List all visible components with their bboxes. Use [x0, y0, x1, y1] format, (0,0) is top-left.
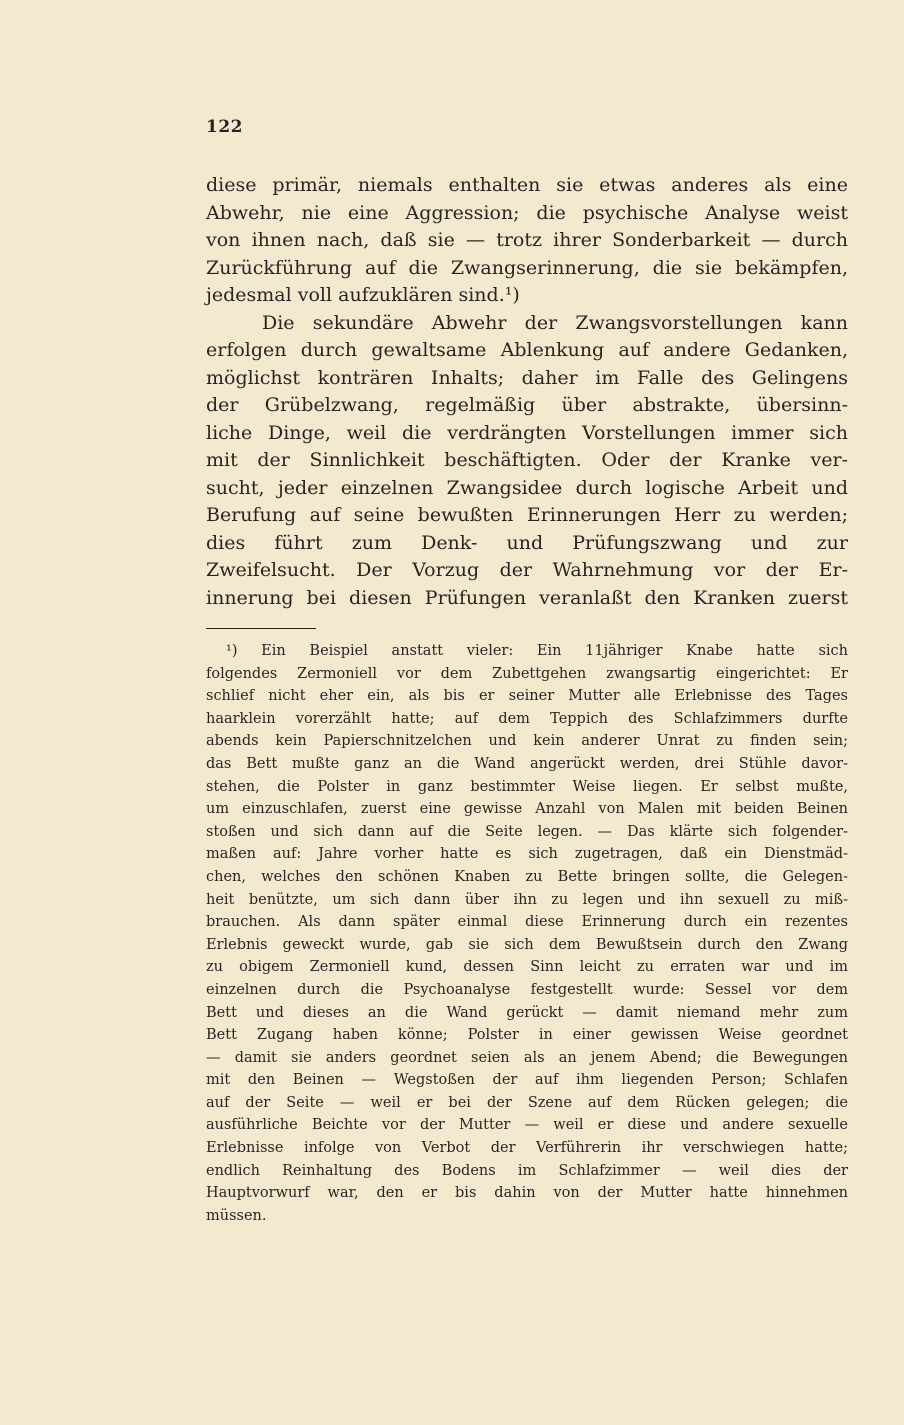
footnote-line: stehen, die Polster in ganz bestimmter Weise liegen. Er selbst mußte,: [206, 778, 848, 795]
text-line: sucht, jeder einzelnen Zwangsidee durch logische Arbeit und: [206, 476, 848, 499]
footnote-line: auf der Seite — weil er bei der Szene auf dem Rücken gelegen; die: [206, 1094, 848, 1111]
text-line: jedesmal voll aufzuklären sind.¹): [206, 284, 520, 306]
footnote-line: brauchen. Als dann später einmal diese Erinnerung durch ein rezentes: [206, 914, 848, 931]
text-line: der Grübelzwang, regelmäßig über abstrakte, übersinn-: [206, 394, 848, 416]
text-line: von ihnen nach, daß sie — trotz ihrer Sonderbarkeit — durch: [206, 229, 848, 251]
footnote-line: maßen auf: Jahre vorher hatte es sich zugetragen, daß ein Dienstmäd-: [206, 846, 848, 863]
footnote-line: um einzuschlafen, zuerst eine gewisse Anzahl von Malen mit beiden Beinen: [206, 801, 848, 818]
text-line: liche Dinge, weil die verdrängten Vorstellungen immer sich: [206, 421, 848, 444]
footnote-line: haarklein vorerzählt hatte; auf dem Teppich des Schlafzimmers durfte: [206, 710, 848, 727]
footnote-line: schlief nicht eher ein, als bis er seiner Mutter alle Erlebnisse des Tages: [206, 688, 848, 705]
text-line: Zweifelsucht. Der Vorzug der Wahrnehmung vor der Er-: [206, 559, 848, 581]
footnote-line: Erlebnisse infolge von Verbot der Verführerin ihr verschwiegen hatte;: [206, 1140, 848, 1157]
footnote-line: heit benützte, um sich dann über ihn zu legen und ihn sexuell zu miß-: [206, 891, 848, 908]
text-line: mit der Sinnlichkeit beschäftigten. Oder der Kranke ver-: [206, 449, 848, 471]
text-line: dies führt zum Denk- und Prüfungszwang und zur: [206, 531, 848, 554]
footnote-line: — damit sie anders geordnet seien als an jenem Abend; die Bewegungen: [206, 1049, 848, 1066]
text-line: Zurückführung auf die Zwangserinnerung, die sie bekämpfen,: [206, 256, 848, 279]
main-text-block: [206, 172, 848, 612]
footnote-line: chen, welches den schönen Knaben zu Bette bringen sollte, die Gelegen-: [206, 868, 848, 885]
text-line: erfolgen durch gewaltsame Ablenkung auf andere Gedanken,: [206, 339, 848, 361]
footnote-separator: [206, 628, 316, 629]
footnote-line: ausführliche Beichte vor der Mutter — weil er diese und andere sexuelle: [206, 1117, 848, 1134]
footnote-line: zu obigem Zermoniell kund, dessen Sinn leicht zu erraten war und im: [206, 959, 848, 976]
footnote-line: folgendes Zermoniell vor dem Zubettgehen zwangsartig eingerichtet: Er: [206, 665, 848, 682]
text-line: möglichst konträren Inhalts; daher im Falle des Gelingens: [206, 366, 848, 389]
footnote-line: endlich Reinhaltung des Bodens im Schlafzimmer — weil dies der: [206, 1162, 848, 1179]
footnote-line: Hauptvorwurf war, den er bis dahin von der Mutter hatte hinnehmen: [206, 1185, 848, 1202]
text-line: diese primär, niemals enthalten sie etwas anderes als eine: [206, 174, 848, 196]
footnote-line: stoßen und sich dann auf die Seite legen. — Das klärte sich folgender-: [206, 823, 848, 840]
footnote-line: das Bett mußte ganz an die Wand angerückt werden, drei Stühle davor-: [206, 755, 848, 772]
footnote-line: ¹) Ein Beispiel anstatt vieler: Ein 11jähriger Knabe hatte sich: [226, 643, 848, 659]
text-line: Die sekundäre Abwehr der Zwangsvorstellungen kann: [262, 311, 848, 334]
footnote-line: Bett Zugang haben könne; Polster in einer gewissen Weise geordnet: [206, 1027, 848, 1044]
footnote-line: abends kein Papierschnitzelchen und kein anderer Unrat zu finden sein;: [206, 733, 848, 750]
page-number: 122: [206, 117, 243, 137]
footnote-line: einzelnen durch die Psychoanalyse festgestellt wurde: Sessel vor dem: [206, 981, 848, 998]
text-line: Abwehr, nie eine Aggression; die psychische Analyse weist: [206, 201, 848, 224]
footnote-line: müssen.: [206, 1207, 267, 1224]
text-line: innerung bei diesen Prüfungen veranlaßt den Kranken zuerst: [206, 586, 848, 609]
text-line: Berufung auf seine bewußten Erinnerungen Herr zu werden;: [206, 504, 848, 526]
footnote-line: mit den Beinen — Wegstoßen der auf ihm liegenden Person; Schlafen: [206, 1072, 848, 1089]
footnote-block: [206, 640, 848, 1227]
footnote-line: Erlebnis geweckt wurde, gab sie sich dem Bewußtsein durch den Zwang: [206, 936, 848, 953]
footnote-line: Bett und dieses an die Wand gerückt — damit niemand mehr zum: [206, 1004, 848, 1021]
